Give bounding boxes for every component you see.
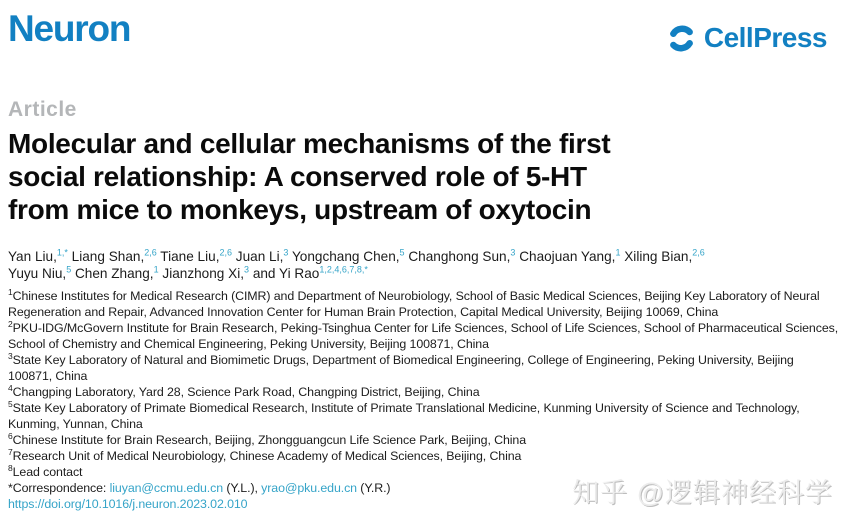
article-type-label: Article — [8, 98, 77, 121]
author-affiliation-sup: 2,6 — [144, 247, 157, 258]
watermark-zhihu: 知乎 @逻辑神经科学 — [572, 478, 833, 508]
email-link-liuyan[interactable]: liuyan@ccmu.edu.cn — [109, 481, 224, 495]
author-affiliation-sup: 3 — [244, 264, 250, 275]
cellpress-ring-icon — [666, 23, 697, 54]
correspondence-label: *Correspondence: — [8, 481, 110, 495]
affiliation-number-sup: 3 — [8, 350, 13, 361]
email-link-yrao[interactable]: yrao@pku.edu.cn — [261, 481, 357, 495]
author-affiliation-sup: 2,6 — [219, 247, 232, 258]
article-title — [8, 127, 610, 226]
author-affiliation-sup: 5 — [399, 247, 405, 258]
author-name: Chaojuan Yang,$^1$ — [519, 247, 621, 264]
author-name: and Yi Rao$^{1,2,4,6,7,8,*}$ — [252, 264, 368, 281]
affiliation: $^5$State Key Laboratory of Primate Biomedical Research, Institute of Primate Translational Medicine, Kunming University of Science and Technology, Kunming, Yunnan, China — [8, 398, 800, 431]
affiliation-number-sup: 8 — [8, 462, 13, 473]
correspondence-initials-2: (Y.R.) — [356, 481, 391, 495]
affiliation-number-sup: 6 — [8, 430, 13, 441]
author-name: Jianzhong Xi,$^3$ — [162, 264, 250, 281]
affiliation-list — [8, 288, 839, 480]
author-list — [8, 248, 838, 282]
author-name: Juan Li,$^3$ — [235, 247, 289, 264]
author-row — [8, 248, 838, 265]
author-name: Yuyu Niu,$^5$ — [8, 264, 72, 281]
author-name: Xiling Bian,$^{2,6}$ — [624, 247, 705, 264]
author-name: Changhong Sun,$^3$ — [408, 247, 516, 264]
author-name: Chen Zhang,$^1$ — [74, 264, 159, 281]
author-affiliation-sup: 1,* — [56, 247, 68, 258]
author-name: Liang Shan,$^{2,6}$ — [71, 247, 157, 264]
doi-link[interactable]: https://doi.org/10.1016/j.neuron.2023.02.010 — [8, 497, 248, 511]
author-name: Yongchang Chen,$^5$ — [291, 247, 405, 264]
author-row — [8, 265, 838, 282]
affiliation-number-sup: 4 — [8, 382, 13, 393]
title-line-1: Molecular and cellular mechanisms of the first — [8, 128, 611, 159]
affiliation: $^2$PKU-IDG/McGovern Institute for Brain Research, Peking-Tsinghua Center for Life Sciences, School of Life Sciences, School of Pharmaceutical Sciences, School of Chemistry and Chemical Engineering, Peking University, Beijing 100871, China — [8, 318, 839, 351]
affiliation: $^8$Lead contact — [8, 462, 83, 479]
author-affiliation-sup: 1 — [153, 264, 159, 275]
author-affiliation-sup: 3 — [510, 247, 516, 258]
cellpress-logo — [666, 22, 827, 54]
neuron-journal-logo: Neuron — [8, 8, 131, 49]
affiliation-number-sup: 5 — [8, 398, 13, 409]
title-line-3: from mice to monkeys, upstream of oxytocin — [8, 194, 592, 225]
affiliation-number-sup: 2 — [8, 318, 13, 329]
affiliation-number-sup: 1 — [8, 286, 13, 297]
author-affiliation-sup: 1,2,4,6,7,8,* — [319, 264, 368, 275]
affiliation: $^4$Changping Laboratory, Yard 28, Science Park Road, Changping District, Beijing, China — [8, 382, 480, 399]
affiliation: $^1$Chinese Institutes for Medical Research (CIMR) and Department of Neurobiology, School of Basic Medical Sciences, Beijing Key Laboratory of Neural Regeneration and Repair, Advanced Innovation Center for Human Brain Protection, Capital Medical University, Beijing 10069, China — [8, 286, 820, 319]
author-affiliation-sup: 3 — [283, 247, 289, 258]
correspondence-initials-1: (Y.L.), — [223, 481, 262, 495]
author-affiliation-sup: 1 — [615, 247, 621, 258]
author-name: Yan Liu,$^{1,*}$ — [8, 247, 68, 264]
cellpress-wordmark: CellPress — [703, 22, 827, 53]
title-line-2: social relationship: A conserved role of 5-HT — [8, 161, 587, 192]
affiliation: $^3$State Key Laboratory of Natural and Biomimetic Drugs, Department of Biomedical Engineering, College of Engineering, Peking University, Beijing 100871, China — [8, 350, 794, 383]
affiliation: $^7$Research Unit of Medical Neurobiology, Chinese Academy of Medical Sciences, Beijing, China — [8, 446, 522, 463]
author-affiliation-sup: 2,6 — [692, 247, 705, 258]
author-name: Tiane Liu,$^{2,6}$ — [160, 247, 232, 264]
affiliation-number-sup: 7 — [8, 446, 13, 457]
author-affiliation-sup: 5 — [66, 264, 72, 275]
affiliation: $^6$Chinese Institute for Brain Research, Beijing, Zhongguangcun Life Science Park, Beijing, China — [8, 430, 527, 447]
